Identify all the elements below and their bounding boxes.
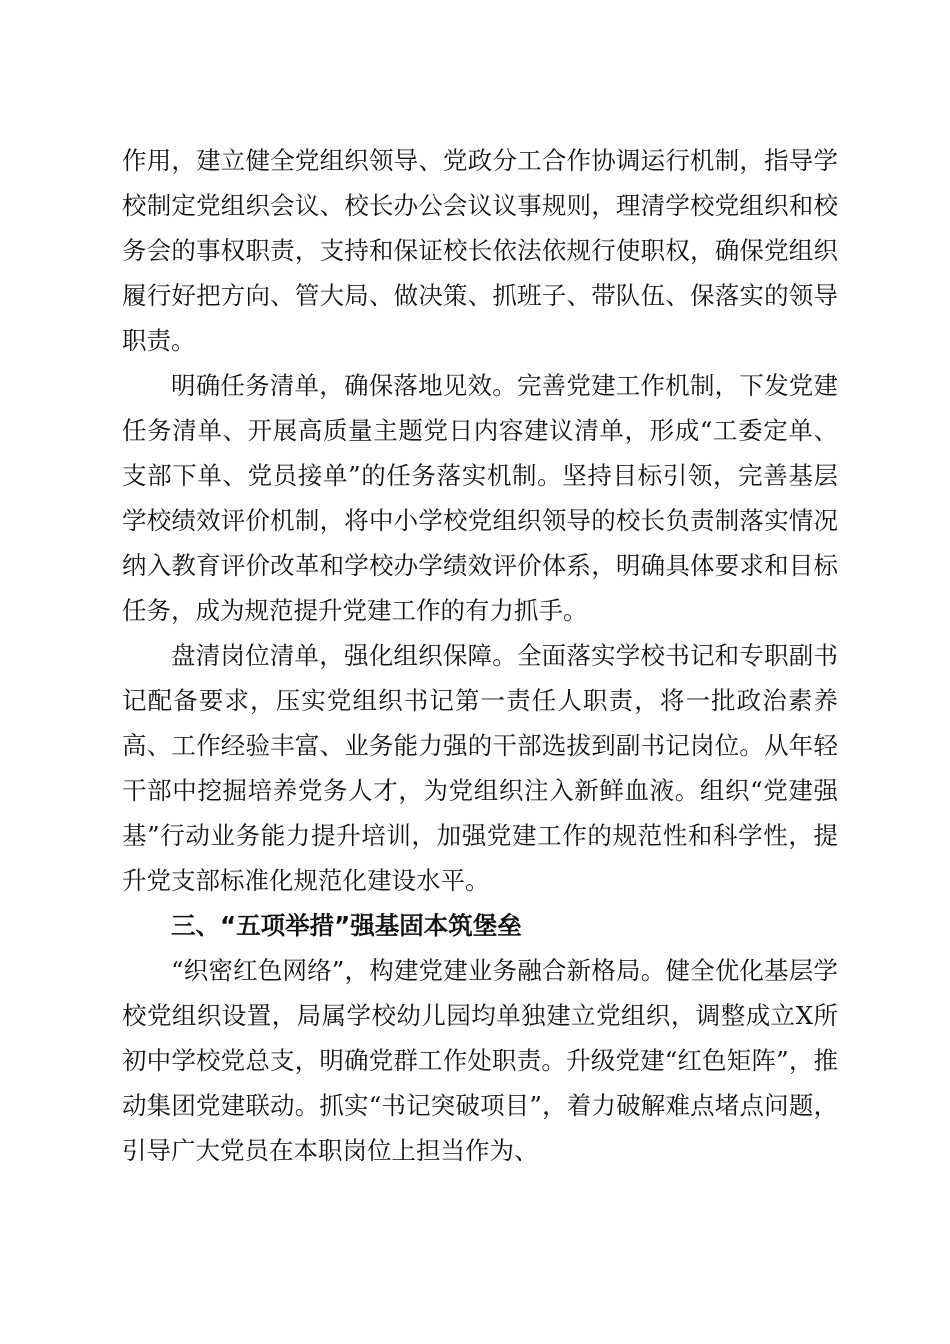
paragraph-post-list: 盘清岗位清单，强化组织保障。全面落实学校书记和专职副书记配备要求，压实党组织书记第一责任人职责，将一批政治素养高、工作经验丰富、业务能力强的干部选拔到副书记岗位。从年轻干部中挖掘培养党务人才，为党组织注入新鲜血液。组织“党建强基”行动业务能力提升培训，加强党建工作的规范性和科学性，提升党支部标准化规范化建设水平。 [122, 641, 838, 895]
paragraph-continuation: 作用，建立健全党组织领导、党政分工合作协调运行机制，指导学校制定党组织会议、校长办公会议议事规则，理清学校党组织和校务会的事权职责，支持和保证校长依法依规行使职权，确保党组织履行好把方向、管大局、做决策、抓班子、带队伍、保落实的领导职责。 [122, 146, 838, 355]
paragraph-task-list: 明确任务清单，确保落地见效。完善党建工作机制，下发党建任务清单、开展高质量主题党日内容建议清单，形成“工委定单、支部下单、党员接单”的任务落实机制。坚持目标引领，完善基层学校绩效评价机制，将中小学校党组织领导的校长负责制落实情况纳入教育评价改革和学校办学绩效评价体系，明确具体要求和目标任务，成为规范提升党建工作的有力抓手。 [122, 371, 838, 625]
section-heading: 三、“五项举措”强基固本筑堡垒 [171, 911, 522, 940]
paragraph-red-network: “织密红色网络”，构建党建业务融合新格局。健全优化基层学校党组织设置，局属学校幼儿园均单独建立党组织，调整成立X所初中学校党总支，明确党群工作处职责。升级党建“红色矩阵”，推动集团党建联动。抓实“书记突破项目”，着力破解难点堵点问题，引导广大党员在本职岗位上担当作为、 [122, 956, 838, 1165]
document-body [122, 138, 838, 1173]
